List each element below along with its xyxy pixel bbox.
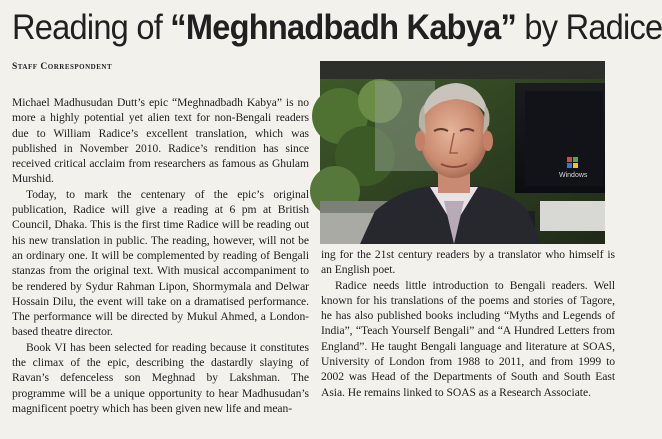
column2-paragraph-2: Radice needs little introduction to Bengali readers. Well known for his translations of the poems and stories of Tagore, he has also published books including “Myths and Legends of India”, “Teach Yourself Bengali” and “A Hundred Letters from England”. He taught Bengali language and literature at SOAS, University of London from 1988 to 2011, and from 1999 to 2002 was Head of the Departments of South and South East Asia. He remains linked to SOAS as a Research Associate. [321,278,615,399]
column1-paragraph-3: Book VI has been selected for reading because it constitutes the climax of the epic, describing the dastardly slaying of Ravan’s defenceless son Meghnad by Lakshman. The programme will be a unique opportunity to hear Madhusudan’s magnificent poetry which has been given new life and mean- [12,340,309,415]
windows-logo-text: Windows [559,172,588,179]
column1-paragraph-1: Michael Madhusudan Dutt’s epic “Meghnadbadh Kabya” is no more a highly potential yet alien text for non-Bengali readers due to William Radice’s excellent translation, which was published in November 2010. Radice’s rendition has since received critical acclaim from researchers as famous as Ghulam Murshid. [12,96,309,186]
byline: Staff Correspondent [12,62,113,72]
article-column-2 [321,247,615,437]
headline-part-1: Reading of [12,8,171,47]
column2-paragraph-1: ing for the 21st century readers by a translator who himself is an English poet. [321,248,615,277]
radice-photo-illustration [320,61,605,244]
headline-book-title: “Meghnadbadh Kabya” [170,8,517,47]
column1-paragraph-2: Today, to mark the centenary of the epic’s original publication, Radice will give a reading at 6 pm at British Council, Dhaka. This is the first time Radice will be reading out his new translation in public. The reading, however, will not be an ordinary one. It will be complemented by reading of Bengali stanzas from the original text. With musical accompaniment to be rendered by Sydur Rahman Lipon, Shormymala and Delwar Hossain Dilu, the event will take on a dramatised performance. The performance will be directed by Mukul Ahmed, a London-based theatre director. [12,187,309,339]
article-photo [320,61,605,244]
article-headline [12,6,662,50]
headline-part-2: by Radice [516,8,662,47]
article-column-1 [12,95,309,435]
